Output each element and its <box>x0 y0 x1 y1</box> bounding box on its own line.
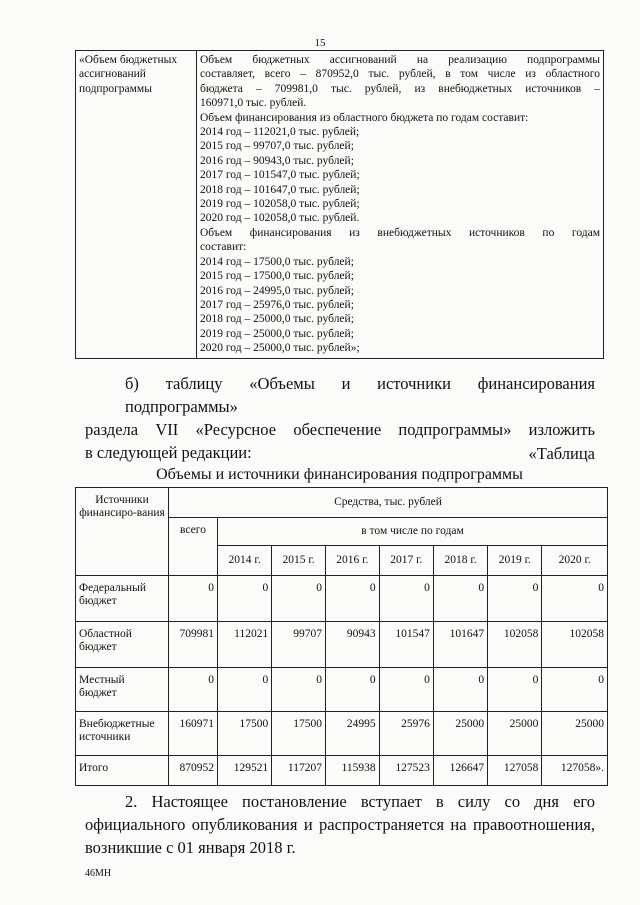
table-row <box>76 712 608 756</box>
budget-allocation-label: «Объем бюджетных ассигнований подпрограммы <box>76 51 197 359</box>
page-number: 15 <box>314 37 326 49</box>
header-funds: Средства, тыс. рублей <box>169 488 608 518</box>
row-year-value: 127058». <box>542 756 608 786</box>
paragraph-b-line: б) таблицу «Объемы и источники финансирования подпрограммы» <box>125 374 595 416</box>
row-source: Итого <box>76 756 169 786</box>
row-year-value: 17500 <box>272 712 326 756</box>
header-year: 2014 г. <box>218 546 272 576</box>
extra-heading: Объем финансирования из внебюджетных источников по годам <box>200 226 600 239</box>
row-year-value: 0 <box>379 668 433 712</box>
table-title: Объемы и источники финансирования подпрограммы <box>156 466 523 483</box>
paragraph-b-line: в следующей редакции: <box>85 443 252 462</box>
row-year-value: 17500 <box>218 712 272 756</box>
row-year-value: 25000 <box>488 712 542 756</box>
regional-year-line: 2020 год – 102058,0 тыс. рублей. <box>200 212 360 225</box>
row-total: 870952 <box>169 756 218 786</box>
table-marker: «Таблица <box>528 444 595 463</box>
row-year-value: 0 <box>218 576 272 622</box>
row-year-value: 0 <box>488 576 542 622</box>
row-year-value: 0 <box>379 576 433 622</box>
extra-year-line: 2018 год – 25000,0 тыс. рублей; <box>200 313 354 326</box>
row-year-value: 0 <box>218 668 272 712</box>
row-year-value: 25000 <box>542 712 608 756</box>
finance-table <box>75 487 608 786</box>
row-year-value: 101647 <box>433 622 487 668</box>
paragraph-2-line: возникшие с 01 января 2018 г. <box>85 838 296 857</box>
regional-year-line: 2016 год – 90943,0 тыс. рублей; <box>200 154 354 167</box>
row-year-value: 0 <box>272 576 326 622</box>
row-total: 160971 <box>169 712 218 756</box>
row-year-value: 115938 <box>325 756 379 786</box>
row-year-value: 0 <box>488 668 542 712</box>
regional-year-line: 2017 год – 101547,0 тыс. рублей; <box>200 169 360 182</box>
row-year-value: 102058 <box>488 622 542 668</box>
text-line: 160971,0 тыс. рублей. <box>200 97 307 110</box>
header-year: 2018 г. <box>433 546 487 576</box>
row-year-value: 127058 <box>488 756 542 786</box>
row-year-value: 129521 <box>218 756 272 786</box>
table-row <box>76 622 608 668</box>
regional-year-line: 2015 год – 99707,0 тыс. рублей; <box>200 140 354 153</box>
row-year-value: 0 <box>433 576 487 622</box>
header-year: 2015 г. <box>272 546 326 576</box>
paragraph-2-line: официального опубликования и распространяется на правоотношения, <box>85 815 595 834</box>
extra-year-line: 2017 год – 25976,0 тыс. рублей; <box>200 298 354 311</box>
row-source: Местный бюджет <box>76 668 169 712</box>
row-year-value: 126647 <box>433 756 487 786</box>
extra-year-line: 2019 год – 25000,0 тыс. рублей; <box>200 327 354 340</box>
table-row <box>76 576 608 622</box>
row-year-value: 112021 <box>218 622 272 668</box>
row-source: Федеральный бюджет <box>76 576 169 622</box>
table-row <box>76 668 608 712</box>
row-year-value: 0 <box>325 668 379 712</box>
row-year-value: 99707 <box>272 622 326 668</box>
regional-year-line: 2019 год – 102058,0 тыс. рублей; <box>200 198 360 211</box>
row-source: Внебюджетные источники <box>76 712 169 756</box>
regional-heading: Объем финансирования из областного бюджета по годам составит: <box>200 111 529 124</box>
row-source: Областной бюджет <box>76 622 169 668</box>
header-by-years: в том числе по годам <box>218 518 608 546</box>
extra-heading-end: составит: <box>200 241 247 254</box>
row-total: 0 <box>169 668 218 712</box>
row-year-value: 0 <box>433 668 487 712</box>
regional-year-line: 2018 год – 101647,0 тыс. рублей; <box>200 183 360 196</box>
extra-year-line: 2015 год – 17500,0 тыс. рублей; <box>200 270 354 283</box>
extra-year-line: 2020 год – 25000,0 тыс. рублей»; <box>200 342 360 355</box>
header-source: Источники финансиро-вания <box>76 488 169 576</box>
header-year: 2016 г. <box>325 546 379 576</box>
budget-allocation-table <box>75 50 604 359</box>
footer-code: 46МН <box>85 868 112 879</box>
paragraph-2-line: 2. Настоящее постановление вступает в силу со дня его <box>125 792 595 811</box>
text-line: составляет, всего – 870952,0 тыс. рублей, в том числе из областного <box>200 68 600 81</box>
row-year-value: 0 <box>325 576 379 622</box>
row-year-value: 0 <box>272 668 326 712</box>
text-line: бюджета – 709981,0 тыс. рублей, из внебюджетных источников – <box>200 82 600 95</box>
row-year-value: 24995 <box>325 712 379 756</box>
row-year-value: 0 <box>542 576 608 622</box>
header-year: 2017 г. <box>379 546 433 576</box>
extra-year-line: 2014 год – 17500,0 тыс. рублей; <box>200 255 354 268</box>
row-year-value: 127523 <box>379 756 433 786</box>
row-year-value: 25976 <box>379 712 433 756</box>
paragraph-b-line: раздела VII «Ресурсное обеспечение подпрограммы» изложить <box>85 420 595 439</box>
row-total: 709981 <box>169 622 218 668</box>
text-line: Объем бюджетных ассигнований на реализацию подпрограммы <box>200 54 600 66</box>
row-year-value: 25000 <box>433 712 487 756</box>
row-year-value: 117207 <box>272 756 326 786</box>
regional-year-line: 2014 год – 112021,0 тыс. рублей; <box>200 126 360 139</box>
row-year-value: 101547 <box>379 622 433 668</box>
header-year: 2019 г. <box>488 546 542 576</box>
row-year-value: 102058 <box>542 622 608 668</box>
row-year-value: 0 <box>542 668 608 712</box>
extra-year-line: 2016 год – 24995,0 тыс. рублей; <box>200 284 354 297</box>
paragraph-2 <box>85 790 595 859</box>
row-total: 0 <box>169 576 218 622</box>
budget-allocation-text <box>197 51 604 359</box>
table-row <box>76 756 608 786</box>
header-total: всего <box>169 518 218 576</box>
header-year: 2020 г. <box>542 546 608 576</box>
row-year-value: 90943 <box>325 622 379 668</box>
